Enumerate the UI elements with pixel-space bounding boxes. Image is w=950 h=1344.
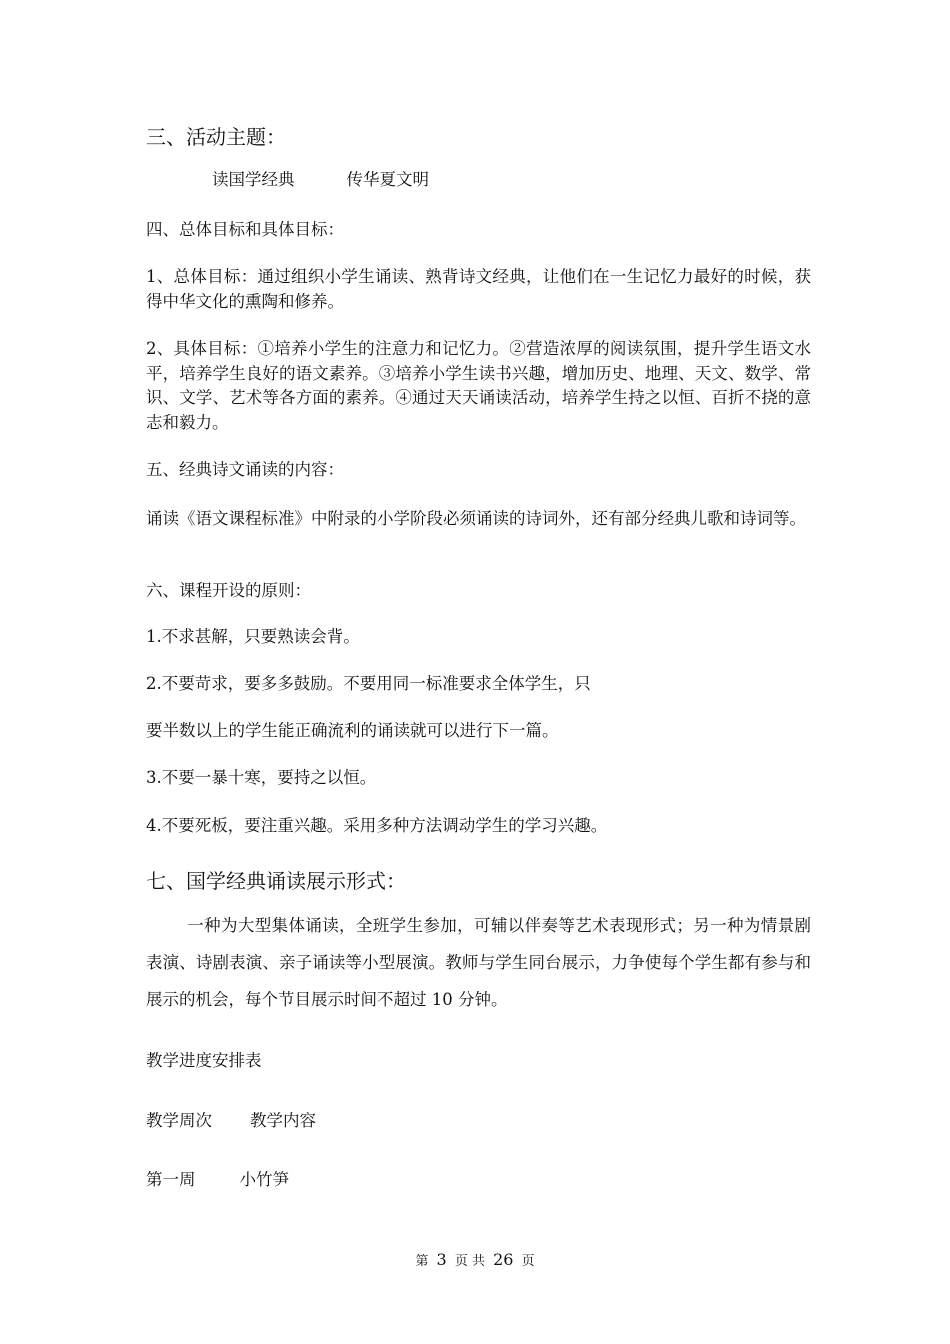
footer-total-pages: 26 [493,1250,514,1269]
col-week-header: 教学周次 [146,1111,212,1130]
row-content: 小竹笋 [239,1170,289,1189]
theme-right: 传华夏文明 [346,170,429,189]
overall-goal: 1、总体目标：通过组织小学生诵读、熟背诗文经典，让他们在一生记忆力最好的时候，获得中华文化的熏陶和修养。 [146,267,811,311]
principle-2: 2.不要苛求，要多多鼓励。不要用同一标准要求全体学生，只 [146,674,591,693]
section3-heading: 三、活动主题： [146,125,286,149]
page-footer [0,1250,950,1272]
principle-2-continued: 要半数以上的学生能正确流利的诵读就可以进行下一篇。 [146,721,559,740]
section6-heading: 六、课程开设的原则： [146,581,311,600]
footer-prefix: 第 [415,1254,429,1269]
specific-goals: 2、具体目标：①培养小学生的注意力和记忆力。②营造浓厚的阅读氛围，提升学生语文水平，培养学生良好的语文素养。③培养小学生读书兴趣，增加历史、地理、天文、数学、常识、文学、艺术等各方面的素养。④通过天天诵读活动，培养学生持之以恒、百折不挠的意志和毅力。 [146,339,811,432]
footer-suffix: 页 [521,1254,535,1269]
schedule-title: 教学进度安排表 [146,1051,262,1070]
schedule-header-row [146,1109,316,1133]
footer-middle: 页 共 [454,1254,485,1269]
section7-body: 一种为大型集体诵读，全班学生参加，可辅以伴奏等艺术表现形式；另一种为情景剧表演、诗剧表演、亲子诵读等小型展演。教师与学生同台展示，力争使每个学生都有参与和展示的机会，每个节目展示时间不超过 10 分钟。 [146,916,811,1009]
section7-heading: 七、国学经典诵读展示形式： [146,869,406,893]
principle-1: 1.不求甚解，只要熟读会背。 [146,627,360,646]
section4-heading: 四、总体目标和具体目标： [146,220,344,239]
principle-4: 4.不要死板，要注重兴趣。采用多种方法调动学生的学习兴趣。 [146,816,608,835]
section5-body: 诵读《语文课程标准》中附录的小学阶段必须诵读的诗词外，还有部分经典儿歌和诗词等。 [146,509,806,528]
col-content-header: 教学内容 [250,1111,316,1130]
section5-heading: 五、经典诗文诵读的内容： [146,460,344,479]
theme-left: 读国学经典 [212,170,295,189]
principle-3: 3.不要一暴十寒，要持之以恒。 [146,768,377,787]
schedule-row [146,1168,289,1192]
footer-page-number: 3 [436,1250,447,1269]
activity-theme [212,168,429,192]
row-week: 第一周 [146,1170,196,1189]
